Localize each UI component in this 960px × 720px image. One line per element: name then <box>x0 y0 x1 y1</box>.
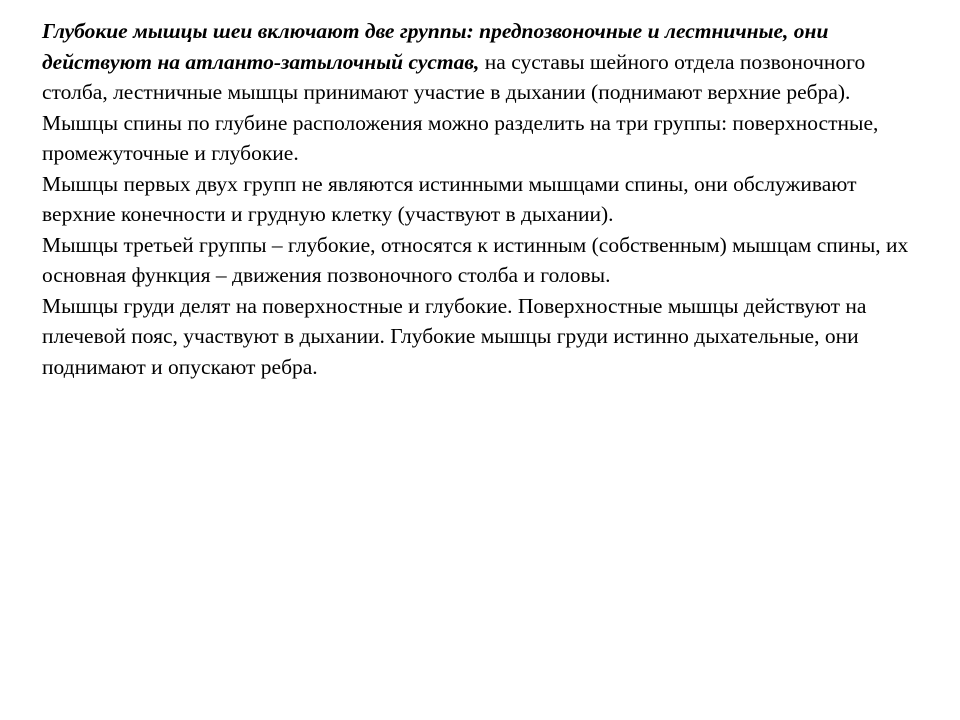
neck-muscles-emphasis: Глубокие мышцы шеи включают две группы: предпозвоночные и лестничные, они действуют на атланто-затылочный сустав, <box>42 19 829 74</box>
paragraph-back-muscle-groups: Мышцы спины по глубине расположения можно разделить на три группы: поверхностные, промежуточные и глубокие. <box>42 110 879 165</box>
paragraph-third-group: Мышцы третьей группы – глубокие, относятся к истинным (собственным) мышцам спины, их основная функция – движения позвоночного столба и головы. <box>42 232 909 287</box>
paragraph-neck-muscles <box>42 16 932 108</box>
paragraph-first-two-groups: Мышцы первых двух групп не являются истинными мышцами спины, они обслуживают верхние конечности и грудную клетку (участвуют в дыхании). <box>42 171 857 226</box>
neck-muscles-text: на суставы шейного отдела позвоночного столба, лестничные мышцы принимают участие в дыхании (поднимают верхние ребра). <box>42 49 866 104</box>
paragraph-chest-muscles: Мышцы груди делят на поверхностные и глубокие. Поверхностные мышцы действуют на плечевой пояс, участвуют в дыхании. Глубокие мышцы груди истинно дыхательные, они поднимают и опускают ребра. <box>42 293 867 379</box>
slide-text-body <box>42 16 932 382</box>
